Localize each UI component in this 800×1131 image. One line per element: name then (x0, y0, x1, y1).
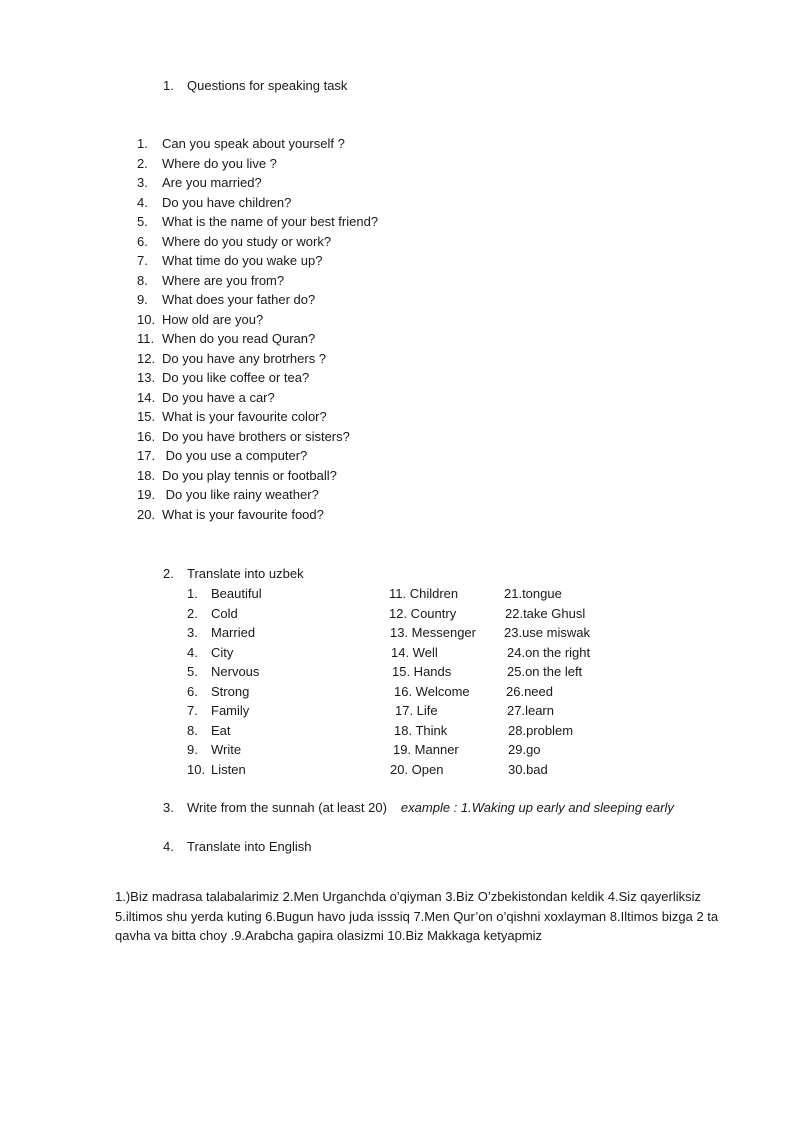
list-item: 5. What is the name of your best friend? (137, 214, 379, 229)
section3-title: Write from the sunnah (at least 20) (187, 800, 387, 815)
list-item: 2. Where do you live ? (137, 155, 277, 171)
section3-example: example : 1.Waking up early and sleeping early (400, 800, 674, 815)
list-item: 4. Do you have children? (137, 194, 292, 210)
list-item: 19. Do you like rainy weather? (137, 487, 319, 502)
list-item: 17. Do you use a computer? (137, 448, 308, 463)
list-item: 15. Hands (392, 664, 452, 679)
section4-title: Translate into English (187, 839, 312, 854)
list-item: 17. Life (395, 703, 438, 718)
list-item: 18. Do you play tennis or football? (137, 467, 337, 483)
list-item: 28.problem (508, 722, 574, 738)
list-item: 6. Where do you study or work? (137, 233, 332, 249)
list-item: 8. Eat (187, 722, 231, 738)
list-item: 22.take Ghusl (505, 605, 586, 621)
section2-title: Translate into uzbek (187, 566, 304, 581)
section2-heading (163, 564, 304, 584)
list-item: 24.on the right (507, 644, 591, 660)
list-item: 25.on the left (507, 664, 583, 679)
list-item: 9. What does your father do? (137, 292, 316, 307)
section1-title: Questions for speaking task (187, 78, 348, 93)
list-item: 18. Think (394, 722, 448, 738)
section4-number: 4. (163, 839, 174, 854)
list-item: 29.go (508, 742, 541, 757)
section1-number: 1. (163, 78, 174, 93)
section4-heading (163, 837, 312, 857)
list-item: 21.tongue (504, 586, 562, 601)
section3-heading (163, 798, 674, 818)
section1-heading (163, 76, 347, 96)
list-item: 14. Well (391, 644, 438, 660)
list-item: 20. Open (390, 761, 444, 777)
words-column-3 (504, 584, 590, 779)
list-item: 16. Welcome (394, 683, 470, 699)
list-item: 4. City (187, 644, 234, 660)
list-item: 30.bad (508, 761, 548, 777)
list-item: 15. What is your favourite color? (137, 409, 327, 424)
list-item: 13. Do you like coffee or tea? (137, 370, 310, 385)
list-item: 16. Do you have brothers or sisters? (137, 428, 350, 444)
list-item: 6. Strong (187, 683, 250, 699)
list-item: 3. Are you married? (137, 175, 262, 190)
list-item: 27.learn (507, 703, 554, 718)
list-item: 20. What is your favourite food? (137, 506, 324, 522)
section3-number: 3. (163, 800, 174, 815)
list-item: 3. Married (187, 625, 256, 640)
words-column-2 (389, 584, 476, 779)
list-item: 8. Where are you from? (137, 272, 285, 288)
section2-number: 2. (163, 566, 174, 581)
list-item: 2. Cold (187, 605, 238, 621)
list-item: 1. Beautiful (187, 586, 262, 601)
words-column-1 (187, 584, 262, 779)
list-item: 13. Messenger (390, 625, 476, 640)
list-item: 10. Listen (187, 761, 246, 777)
questions-list (137, 134, 378, 524)
list-item: 10. How old are you? (137, 311, 264, 327)
list-item: 9. Write (187, 742, 242, 757)
list-item: 12. Do you have any brotrhers ? (137, 350, 327, 366)
translation-paragraph: 1.)Biz madrasa talabalarimiz 2.Men Urganchda o’qiyman 3.Biz O’zbekistondan keldik 4.Siz qayerliksiz 5.iltimos shu yerda kuting 6.Bugun havo juda isssiq 7.Men Qur’on o’qishni xoxlayman 8.Iltimos bizga 2 ta qavha va bitta choy .9.Arabcha gapira olasizmi 10.Biz Makkaga ketyapmiz (115, 889, 719, 943)
list-item: 11. Children (389, 586, 459, 601)
list-item: 14. Do you have a car? (137, 389, 275, 405)
list-item: 23.use miswak (504, 625, 590, 640)
list-item: 7. What time do you wake up? (137, 253, 323, 268)
list-item: 11. When do you read Quran? (137, 331, 316, 346)
list-item: 1. Can you speak about yourself ? (137, 136, 345, 151)
list-item: 5. Nervous (187, 664, 260, 679)
list-item: 26.need (506, 683, 553, 699)
list-item: 12. Country (389, 605, 457, 621)
list-item: 19. Manner (393, 742, 459, 757)
list-item: 7. Family (187, 703, 250, 718)
